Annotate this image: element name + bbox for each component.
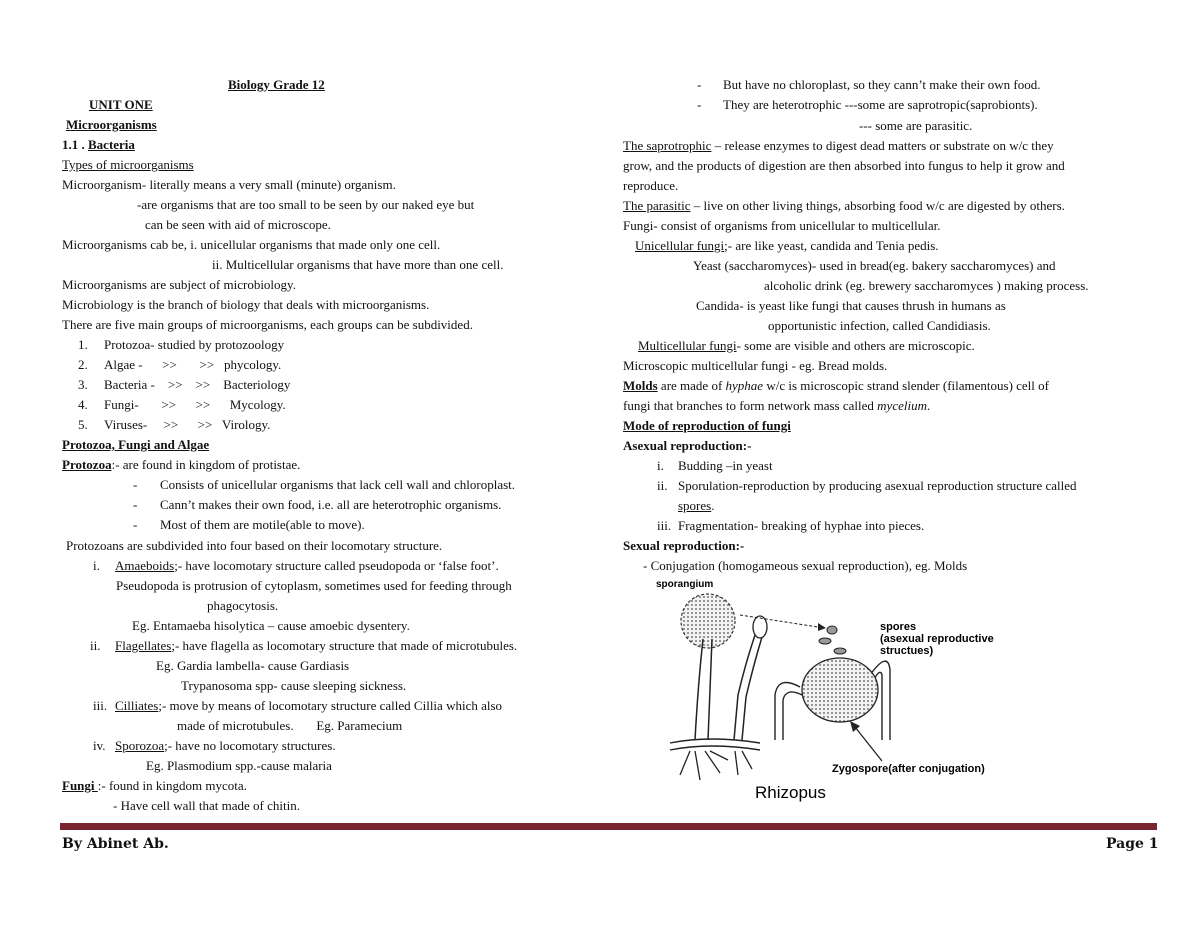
- list-numeral: ii.: [657, 478, 668, 493]
- amoeboids-line-3: phagocytosis.: [207, 598, 279, 613]
- group-text: Fungi- >> >> Mycology.: [104, 397, 286, 412]
- amoeboids-line: [93, 557, 499, 575]
- group-number: 3.: [78, 377, 88, 392]
- unicellular-line: [635, 237, 939, 255]
- flagellates-text: ;- have flagella as locomotary structure that made of microtubules.: [171, 638, 518, 653]
- bullet-text: Most of them are motile(able to move).: [160, 517, 365, 532]
- group-number: 5.: [78, 417, 88, 432]
- unit-heading: UNIT ONE: [89, 97, 153, 112]
- sporangiophore: [695, 639, 712, 740]
- group-item: [78, 416, 270, 434]
- amoeboids-text: ;- have locomotary structure called pseudopoda or ‘false foot’.: [174, 558, 499, 573]
- footer-page: Page 1: [1106, 836, 1159, 852]
- doc-title: Biology Grade 12: [228, 77, 325, 92]
- group-item: [78, 336, 284, 354]
- molds-mycelium: mycelium: [877, 398, 927, 413]
- spores-word: spores: [678, 498, 712, 513]
- molds-line-2: [623, 397, 930, 415]
- rhizopus-figure: [650, 575, 1050, 805]
- molds-text-a: are made of: [657, 378, 726, 393]
- molds-text-b: w/c is microscopic strand slender (filamentous) cell of: [763, 378, 1049, 393]
- fungi-bullet: - But have no chloroplast, so they cann’t make their own food.: [697, 77, 1041, 92]
- saprotrophic-line-1: [623, 137, 1054, 155]
- fungi-line-2: - Have cell wall that made of chitin.: [113, 798, 300, 813]
- protozoa-bullet: - Most of them are motile(able to move).: [133, 517, 365, 532]
- section-number: 1.1 .: [62, 137, 88, 152]
- group-item: [78, 376, 290, 394]
- bullet-text: Cann’t makes their own food, i.e. all are heterotrophic organisms.: [160, 497, 502, 512]
- protozoa-bullet: - Cann’t makes their own food, i.e. all are heterotrophic organisms.: [133, 497, 502, 512]
- asexual-text: Sporulation-reproduction by producing asexual reproduction structure called: [678, 478, 1077, 493]
- group-number: 4.: [78, 397, 88, 412]
- ciliates-line-2: made of microtubules. Eg. Paramecium: [177, 718, 403, 733]
- unicellular-text: ;- are like yeast, candida and Tenia pedis.: [724, 238, 939, 253]
- spore-arrow: [740, 615, 818, 627]
- molds-label: Molds: [623, 378, 658, 393]
- fungi-text: :- found in kingdom mycota.: [97, 778, 247, 793]
- zygospore-arrowhead: [850, 721, 860, 732]
- group-item: [78, 356, 281, 374]
- multicellular-text: - some are visible and others are microscopic.: [736, 338, 975, 353]
- sporangiophore-2: [734, 635, 762, 740]
- five-groups-line: There are five main groups of microorganisms, each groups can be subdivided.: [62, 317, 473, 332]
- definition-line-3: can be seen with aid of microscope.: [145, 217, 331, 232]
- spores-line: [678, 497, 714, 515]
- unicellular-label: Unicellular fungi: [635, 238, 725, 253]
- group-item: [78, 396, 286, 414]
- group-text: Viruses- >> >> Virology.: [104, 417, 271, 432]
- definition-line-2: -are organisms that are too small to be seen by our naked eye but: [137, 197, 475, 212]
- spores-desc-2: structues): [880, 645, 934, 657]
- sexual-heading: Sexual reproduction:-: [623, 538, 745, 553]
- saprotrophic-line-3: reproduce.: [623, 178, 679, 193]
- sporozoa-line: [93, 737, 336, 755]
- candida-line-1: Candida- is yeast like fungi that causes thrush in humans as: [696, 298, 1006, 313]
- candida-line-2: opportunistic infection, called Candidiasis.: [768, 318, 991, 333]
- spore-arrowhead: [818, 623, 826, 631]
- zygospore-arrow: [855, 727, 882, 761]
- types-heading: Types of microorganisms: [62, 157, 194, 172]
- pfa-heading: Protozoa, Fungi and Algae: [62, 437, 210, 452]
- rhizoids: [680, 751, 752, 780]
- yeast-line-2: alcoholic drink (eg. brewery saccharomyces ) making process.: [764, 278, 1089, 293]
- protozoa-line: [62, 456, 300, 474]
- mode-heading: Mode of reproduction of fungi: [623, 418, 791, 433]
- molds-line-1: [623, 377, 1049, 395]
- spore: [827, 626, 837, 634]
- sporozoa-line-2: Eg. Plasmodium spp.-cause malaria: [146, 758, 332, 773]
- sporozoa-label: Sporozoa: [115, 738, 165, 753]
- flagellates-line-3: Trypanosoma spp- cause sleeping sickness.: [181, 678, 407, 693]
- asexual-item: [657, 517, 924, 535]
- microscopic-multicellular-line: Microscopic multicellular fungi - eg. Bread molds.: [623, 358, 888, 373]
- group-number: 2.: [78, 357, 88, 372]
- zygospore-label: Zygospore(after conjugation): [832, 763, 985, 775]
- list-numeral: i.: [657, 458, 664, 473]
- topic-heading: Microorganisms: [66, 117, 157, 132]
- footer-author: By Abinet Ab.: [62, 836, 169, 852]
- asexual-item: [657, 477, 1077, 495]
- bullet-text: They are heterotrophic ---some are saprotropic(saprobionts).: [723, 97, 1038, 112]
- amoeboids-line-2: Pseudopoda is protrusion of cytoplasm, sometimes used for feeding through: [116, 578, 512, 593]
- asexual-heading: Asexual reproduction:-: [623, 438, 752, 453]
- parasitic-line: [623, 197, 1065, 215]
- protozoa-subdivision: Protozoans are subdivided into four based on their locomotary structure.: [66, 538, 443, 553]
- fungi-bullet: - They are heterotrophic ---some are saprotropic(saprobionts).: [697, 97, 1038, 112]
- yeast-line-1: Yeast (saccharomyces)- used in bread(eg. bakery saccharomyces) and: [693, 258, 1056, 273]
- fungi-line: [62, 777, 247, 795]
- group-text: Protozoa- studied by protozoology: [104, 337, 285, 352]
- spores-label: spores: [880, 621, 917, 633]
- asexual-item: [657, 457, 773, 475]
- group-text: Algae - >> >> phycology.: [104, 357, 282, 372]
- sporangium-shape: [681, 594, 735, 648]
- definition-line-1: Microorganism- literally means a very small (minute) organism.: [62, 177, 396, 192]
- ciliates-text: ;- move by means of locomotary structure called Cillia which also: [158, 698, 503, 713]
- molds-text-c: fungi that branches to form network mass called: [623, 398, 878, 413]
- footer-bar: [60, 823, 1157, 830]
- list-numeral: ii.: [90, 638, 101, 653]
- section-heading: [62, 136, 135, 154]
- classification-line-2: ii. Multicellular organisms that have more than one cell.: [212, 257, 504, 272]
- flagellates-label: Flagellates: [115, 638, 172, 653]
- list-numeral: iii.: [93, 698, 108, 713]
- parasitic-label: The parasitic: [623, 198, 691, 213]
- multicellular-label: Multicellular fungi: [638, 338, 737, 353]
- saprotrophic-label: The saprotrophic: [623, 138, 712, 153]
- spores-dot: .: [711, 498, 715, 513]
- section-name: Bacteria: [88, 137, 135, 152]
- stolon: [670, 739, 760, 750]
- protozoa-bullet: - Consists of unicellular organisms that lack cell wall and chloroplast.: [133, 477, 516, 492]
- group-text: Bacteria - >> >> Bacteriology: [104, 377, 291, 392]
- bullet-text: But have no chloroplast, so they cann’t make their own food.: [723, 77, 1041, 92]
- fungi-label: Fungi: [62, 778, 98, 793]
- conjugation-line: - Conjugation (homogameous sexual reproduction), eg. Molds: [643, 558, 968, 573]
- spore: [834, 648, 846, 654]
- molds-text-d: .: [926, 398, 931, 413]
- saprotrophic-text: – release enzymes to digest dead matters or substrate on w/c they: [711, 138, 1054, 153]
- ciliates-label: Cilliates: [115, 698, 159, 713]
- asexual-text: Fragmentation- breaking of hyphae into pieces.: [678, 518, 925, 533]
- sporozoa-text: ;- have no locomotary structures.: [164, 738, 336, 753]
- ciliates-line: [93, 697, 502, 715]
- flagellates-line-2: Eg. Gardia lambella- cause Gardiasis: [156, 658, 350, 673]
- amoeboids-label: Amaeboids: [115, 558, 175, 573]
- saprotrophic-line-2: grow, and the products of digestion are then absorbed into fungus to help it grow and: [623, 158, 1065, 173]
- sporangium-label: sporangium: [656, 579, 714, 590]
- microbiology-line: Microbiology is the branch of biology that deals with microorganisms.: [62, 297, 430, 312]
- protozoa-text: :- are found in kingdom of protistae.: [111, 457, 301, 472]
- parasitic-text: – live on other living things, absorbing food w/c are digested by others.: [690, 198, 1065, 213]
- molds-hyphae: hyphae: [725, 378, 764, 393]
- spore: [819, 638, 831, 644]
- multicellular-line: [638, 337, 975, 355]
- parasitic-continuation: --- some are parasitic.: [859, 118, 973, 133]
- zygospore-shape: [802, 658, 878, 722]
- fungi-consist-line: Fungi- consist of organisms from unicellular to multicellular.: [623, 218, 941, 233]
- gametangium-left: [775, 683, 802, 741]
- asexual-text: Budding –in yeast: [678, 458, 773, 473]
- amoeboids-line-4: Eg. Entamaeba hisolytica – cause amoebic dysentery.: [132, 618, 410, 633]
- list-numeral: i.: [93, 558, 100, 573]
- list-numeral: iii.: [657, 518, 672, 533]
- flagellates-line: [90, 637, 517, 655]
- group-number: 1.: [78, 337, 88, 352]
- bullet-text: Consists of unicellular organisms that lack cell wall and chloroplast.: [160, 477, 516, 492]
- spores-desc-1: (asexual reproductive: [880, 633, 994, 645]
- figure-caption: Rhizopus: [755, 783, 826, 802]
- list-numeral: iv.: [93, 738, 106, 753]
- classification-line-1: Microorganisms cab be, i. unicellular organisms that made only one cell.: [62, 237, 441, 252]
- protozoa-label: Protozoa: [62, 457, 112, 472]
- subject-line: Microorganisms are subject of microbiology.: [62, 277, 296, 292]
